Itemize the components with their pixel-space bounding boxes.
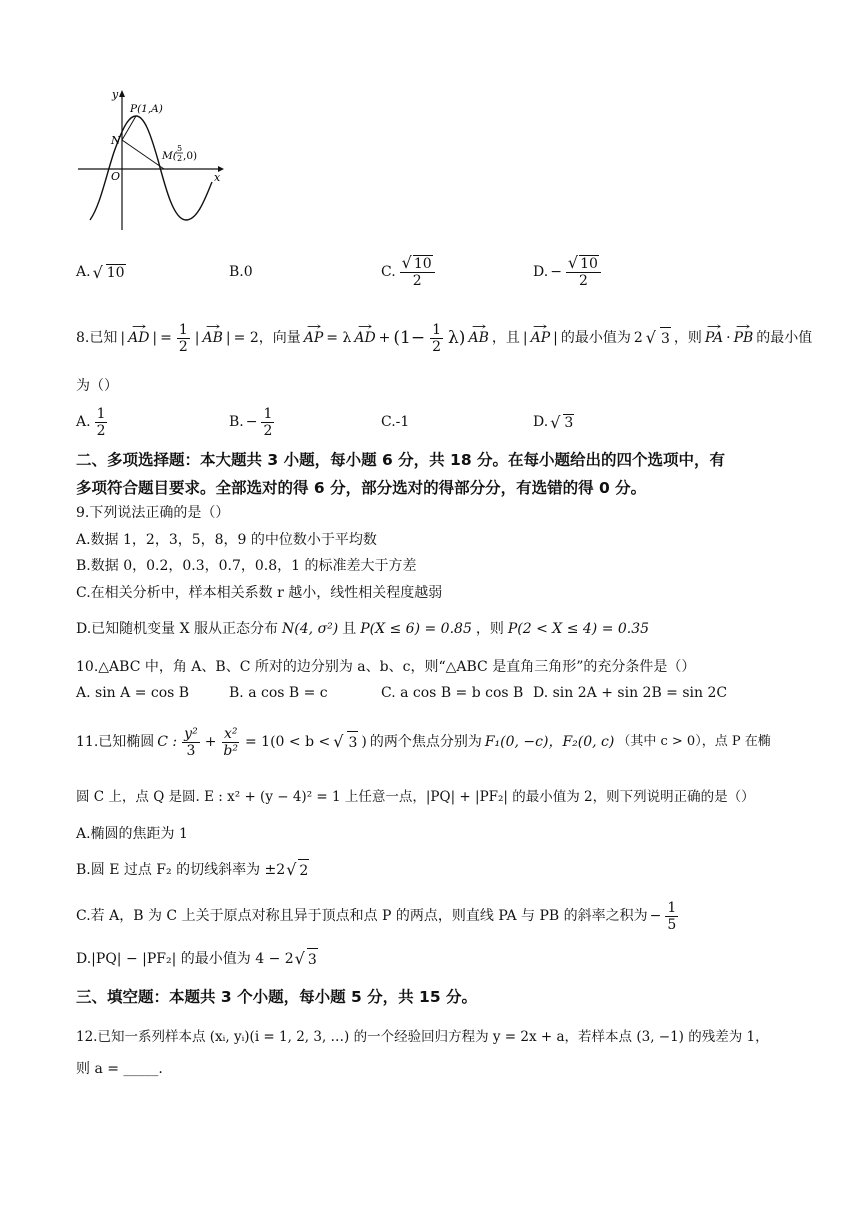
text: = λ [326, 330, 352, 346]
denominator: 2 [578, 273, 588, 289]
option-label: C. [381, 264, 396, 280]
text: 且 [342, 621, 357, 637]
function-graph [78, 86, 238, 232]
section-2-line2: 多项符合题目要求。全部选对的得 6 分，部分选对的得部分分，有选错的得 0 分。 [76, 479, 647, 497]
segment-nm [122, 140, 164, 169]
text: 11.已知椭圆 [76, 734, 155, 750]
text: ，则 [475, 621, 504, 637]
radical-sign: √ [92, 262, 103, 282]
radicand: 2 [298, 859, 309, 882]
text: B.圆 E 过点 F₂ 的切线斜率为 ±2 [76, 862, 286, 878]
radical-sign: √ [294, 949, 305, 968]
text: （其中 c > 0），点 P 在椭 [617, 734, 771, 749]
denominator: 2 [96, 422, 106, 439]
denominator: 2 [412, 273, 422, 289]
probability-expr: P(X ≤ 6) = 0.85 [360, 621, 472, 637]
q9-option-d[interactable] [76, 618, 800, 640]
option-label: A. [76, 264, 91, 280]
denominator: 2 [263, 422, 273, 439]
vector-ad: → AD [128, 327, 149, 349]
vector-pa: → PA [705, 327, 723, 349]
distribution: N(4, σ²) [282, 621, 339, 637]
radicand: 3 [347, 731, 358, 754]
y-axis-arrow [119, 90, 125, 97]
numerator [400, 255, 435, 273]
numerator: 1 [667, 899, 677, 916]
fraction [221, 726, 240, 759]
abs-close: | [152, 330, 158, 346]
vector-ap: → AP [531, 327, 551, 349]
option-text: C.-1 [381, 414, 410, 430]
q11-option-a[interactable]: A.椭圆的焦距为 1 [76, 826, 188, 842]
section-3-heading: 三、填空题：本题共 3 个小题，每小题 5 分，共 15 分。 [76, 988, 478, 1006]
fraction [400, 255, 435, 289]
ellipse-name: C : [157, 734, 178, 750]
q12-stem-line2: 则 a = _____. [76, 1061, 163, 1077]
text: λ) [448, 328, 466, 348]
text: C.若 A，B 为 C 上关于原点对称且异于顶点和点 P 的两点，则直线 PA 与 PB 的斜率之积为 [76, 908, 648, 924]
numerator: x² [223, 725, 238, 742]
plus: + [204, 734, 217, 750]
vector-ab: → AB [203, 327, 223, 349]
vector-ap: → AP [304, 327, 324, 349]
abs-close: | [225, 330, 231, 346]
option-label: D. [533, 264, 549, 280]
radical-sign: √ [401, 253, 412, 272]
text: 的两个焦点分别为 [369, 734, 482, 750]
radicand: 10 [106, 264, 125, 281]
fraction-half [430, 322, 443, 355]
text: 的最小值为 [560, 330, 631, 346]
numerator: 1 [432, 321, 442, 338]
q8-option-b[interactable] [229, 400, 276, 444]
q9-stem: 9.下列说法正确的是（） [76, 505, 230, 521]
q11-option-c[interactable] [76, 894, 800, 938]
radicand: 10 [413, 256, 432, 272]
q7-options [76, 250, 796, 294]
radical-sign: √ [550, 412, 561, 432]
q8-option-c[interactable] [381, 400, 409, 444]
q7-option-a[interactable] [76, 250, 126, 294]
option-label: A. [76, 414, 91, 430]
q8-option-a[interactable] [76, 400, 109, 444]
numerator: 1 [178, 321, 188, 338]
text: D.|PQ| − |PF₂| 的最小值为 4 − 2 [76, 951, 294, 967]
equals: = [160, 330, 172, 346]
probability-expr: P(2 < X ≤ 4) = 0.35 [507, 621, 650, 637]
q10-option-d[interactable]: D. sin 2A + sin 2B = sin 2C [533, 685, 728, 701]
vector-pb: → PB [734, 327, 754, 349]
fraction [182, 726, 200, 759]
minus-sign: − [649, 908, 662, 924]
text: ) [361, 734, 367, 750]
minus-sign: − [245, 414, 258, 430]
q11-option-d[interactable] [76, 948, 800, 971]
fraction [261, 406, 274, 439]
plus: + [378, 330, 391, 346]
q8-options [76, 400, 796, 444]
q9-option-a[interactable]: A.数据 1，2，3，5，8，9 的中位数小于平均数 [76, 532, 377, 548]
fraction-half [177, 322, 190, 355]
origin-label: O [111, 170, 121, 183]
q9-option-b[interactable]: B.数据 0，0.2，0.3，0.7，0.8，1 的标准差大于方差 [76, 558, 417, 574]
denominator: 2 [432, 338, 442, 355]
vector-ab: → AB [468, 327, 488, 349]
abs-open: | [522, 330, 528, 346]
q10-option-b[interactable]: B. a cos B = c [229, 685, 328, 701]
q10-stem: 10.△ABC 中，角 A、B、C 所对的边分别为 a、b、c，则“△ABC 是直角三角形”的充分条件是（） [76, 659, 696, 675]
point-p-label: P(1,A) [130, 103, 163, 115]
q9-option-c[interactable]: C.在相关分析中，样本相关系数 r 越小，线性相关程度越弱 [76, 585, 443, 601]
abs-open: | [120, 330, 126, 346]
q10-option-a[interactable]: A. sin A = cos B [76, 685, 190, 701]
q8-stem [76, 320, 813, 356]
radicand: 3 [660, 327, 671, 350]
x-label: x [214, 171, 221, 184]
radical-sign: √ [286, 860, 297, 879]
dot: · [726, 330, 731, 346]
abs-close: | [553, 330, 558, 346]
q8-option-d[interactable] [533, 400, 574, 444]
text: ，则 [673, 330, 702, 346]
radicand: 10 [580, 256, 598, 272]
radicand: 3 [564, 414, 574, 431]
section-2-line1: 二、多项选择题：本大题共 3 小题，每小题 6 分，共 18 分。在每小题给出的四个选项中，有 [76, 451, 726, 469]
foci: F₁(0, −c)，F₂(0, c) [484, 734, 615, 750]
q8-stem-line2: 为（） [76, 378, 118, 394]
minus-sign: − [550, 264, 562, 280]
point-m-den: 2 [177, 154, 183, 163]
q10-option-c[interactable]: C. a cos B = b cos B [381, 685, 524, 701]
denominator: 5 [667, 916, 677, 933]
q11-option-b[interactable] [76, 859, 800, 882]
text: D.已知随机变量 X 服从正态分布 [76, 621, 279, 637]
point-m-suffix: ,0) [183, 150, 198, 162]
q7-option-d[interactable] [533, 250, 603, 294]
radical-sign: √ [567, 253, 579, 272]
coefficient: 2 [633, 330, 643, 346]
fraction [95, 406, 108, 439]
option-label: B. [229, 414, 244, 430]
numerator: 1 [263, 405, 273, 422]
point-m-num: 5 [177, 144, 183, 153]
numerator [566, 255, 601, 273]
option-label: D. [533, 414, 549, 430]
option-text: B.0 [229, 264, 253, 280]
fraction [665, 900, 678, 933]
sine-curve [90, 116, 212, 220]
denominator: b² [223, 742, 238, 759]
abs-open: | [194, 330, 200, 346]
text: = 1(0 < b < [245, 734, 331, 750]
radicand: 3 [307, 948, 318, 971]
text: 的最小值 [756, 330, 813, 346]
radical-sign: √ [333, 732, 344, 751]
fraction [566, 255, 601, 289]
point-n-label: N [111, 134, 121, 147]
numerator: y² [184, 725, 198, 742]
vector-ad: → AD [354, 327, 375, 349]
q12-stem: 12.已知一系列样本点 (xᵢ, yᵢ)(i = 1, 2, 3, …) 的一个经验回归方程为 y = 2x + a，若样本点 (3, −1) 的残差为 1， [76, 1029, 769, 1045]
point-m-prefix: M( [162, 150, 177, 162]
q11-stem [76, 720, 800, 764]
radical-sign: √ [645, 328, 656, 347]
q11-stem-line2: 圆 C 上，点 Q 是圆. E : x² + (y − 4)² = 1 上任意一点，|PQ| + |PF₂| 的最小值为 2，则下列说明正确的是（） [76, 789, 755, 805]
denominator: 3 [186, 742, 196, 759]
text: (1− [393, 328, 426, 348]
section-2-heading [76, 446, 800, 502]
text: = 2，向量 [233, 330, 301, 346]
q7-option-b[interactable] [229, 250, 253, 294]
numerator: 1 [96, 405, 106, 422]
denominator: 2 [178, 338, 188, 355]
text: ，且 [491, 330, 520, 346]
y-label: y [112, 88, 119, 101]
question-number: 8.已知 [76, 330, 118, 346]
q7-option-c[interactable] [381, 250, 437, 294]
